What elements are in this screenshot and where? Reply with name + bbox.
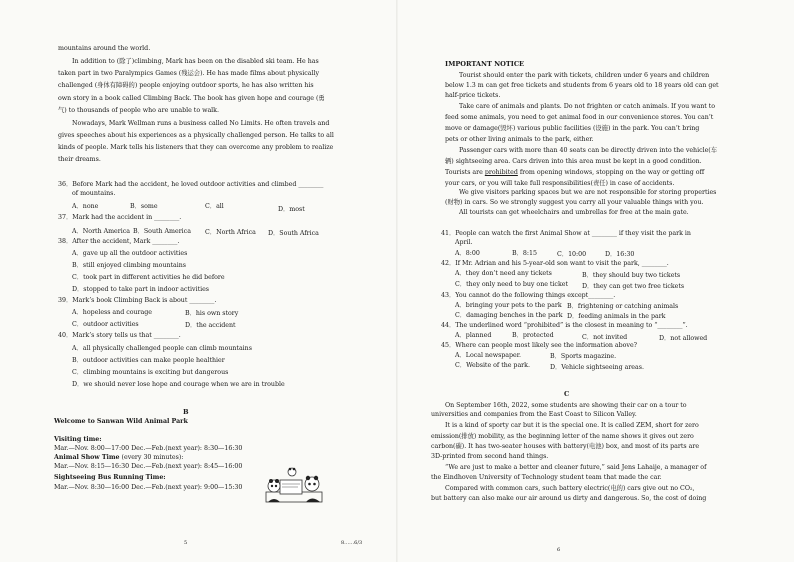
right-page bbox=[341, 0, 794, 562]
animal-show-line: Mar.—Nov. 8:15—16:30 Dec.—Feb.(next year): 8:45—16:00 bbox=[54, 463, 243, 470]
section-b-title: Welcome to Sanwan Wild Animal Park bbox=[54, 418, 188, 425]
bus-time-line: Mar.—Nov. 8:30—16:00 Dec.—Feb.(next year): 9:00—15:30 bbox=[54, 484, 243, 491]
passage-c-line: 3D-printed from second hand things. bbox=[431, 453, 549, 460]
passage-c-line: carbon(碳). It has two-seater houses with battery(电池) box, and most of its parts are bbox=[431, 443, 700, 450]
passage-line: 气) to thousands of people who are unable to walk. bbox=[58, 107, 219, 114]
question-38-stem: 38．After the accident, Mark ________. bbox=[58, 238, 180, 245]
option-40-a[interactable]: A．all physically challenged people can climb mountains bbox=[72, 345, 252, 352]
option-40-b[interactable]: B．outdoor activities can make people healthier bbox=[72, 357, 225, 364]
option-37-d[interactable]: D．South Africa bbox=[268, 230, 319, 237]
option-42-d[interactable]: D．they can get two free tickets bbox=[582, 283, 685, 290]
passage-c-line: emission(排放) mobility, as the beginning letter of the name shows it gives out zero bbox=[431, 433, 694, 440]
option-39-a[interactable]: A．hopeless and courage bbox=[72, 309, 152, 316]
notice-line: half-price tickets. bbox=[445, 92, 501, 99]
section-b-letter: B bbox=[183, 408, 189, 416]
question-37-stem: 37．Mark had the accident in ________. bbox=[58, 214, 182, 221]
panda-family-illustration bbox=[262, 462, 326, 506]
visiting-time-line: Mar.—Nov. 8:00—17:00 Dec.—Feb.(next year): 8:30—16:30 bbox=[54, 445, 243, 452]
notice-line: We give visitors parking spaces but we are not responsible for storing properties bbox=[459, 189, 717, 196]
notice-line: 辆) sightseeing area. Cars driven into this area must be kept in a good condition. bbox=[445, 158, 702, 165]
option-39-c[interactable]: C．outdoor activities bbox=[72, 321, 139, 328]
passage-c-line: universities and companies from the East Coast to Silicon Valley. bbox=[431, 411, 637, 418]
passage-line: taken part in two Paralympics Games (残运会). He has made films about physically bbox=[58, 70, 320, 77]
question-39-stem: 39．Mark’s book Climbing Back is about ________. bbox=[58, 297, 217, 304]
notice-line: your cars, or you will take full responsibilities(责任) in case of accidents. bbox=[445, 180, 675, 187]
passage-line: kinds of people. Mark tells his listeners that they can overcome any problem to realize bbox=[58, 144, 334, 151]
option-43-a[interactable]: A．bringing your pets to the park bbox=[455, 302, 562, 309]
question-44-stem: 44．The underlined word “prohibited” is the closest in meaning to “________”. bbox=[441, 322, 688, 329]
visiting-time-label: Visiting time: bbox=[54, 436, 102, 443]
option-42-b[interactable]: B．they should buy two tickets bbox=[582, 272, 681, 279]
animal-show-label: Animal Show Time bbox=[54, 454, 120, 461]
animal-show-note: (every 30 minutes): bbox=[121, 454, 184, 461]
notice-title: IMPORTANT NOTICE bbox=[445, 60, 525, 68]
option-40-c[interactable]: C．climbing mountains is exciting but dangerous bbox=[72, 369, 229, 376]
option-38-d[interactable]: D．stopped to take part in indoor activities bbox=[72, 286, 210, 293]
passage-line: Nowadays, Mark Wellman runs a business called No Limits. He often travels and bbox=[72, 120, 330, 127]
option-37-b[interactable]: B．South America bbox=[133, 228, 191, 235]
option-37-a[interactable]: A．North America bbox=[72, 228, 130, 235]
option-45-b[interactable]: B．Sports magazine. bbox=[550, 353, 617, 360]
option-38-b[interactable]: B．still enjoyed climbing mountains bbox=[72, 262, 187, 269]
page-range-marker: 8……6/3 bbox=[341, 540, 363, 546]
option-38-a[interactable]: A．gave up all the outdoor activities bbox=[72, 250, 188, 257]
passage-line: In addition to (除了)climbing, Mark has been on the disabled ski team. He has bbox=[72, 58, 319, 65]
option-44-a[interactable]: A．planned bbox=[455, 332, 492, 339]
option-40-d[interactable]: D．we should never lose hope and courage when we are in trouble bbox=[72, 381, 285, 388]
page-number-right: 6 bbox=[557, 547, 561, 553]
question-36-stem-cont: of mountains. bbox=[72, 190, 116, 197]
question-45-stem: 45．Where can people most likely see the information above? bbox=[441, 342, 638, 349]
option-43-d[interactable]: D．feeding animals in the park bbox=[567, 313, 666, 320]
option-43-b[interactable]: B．frightening or catching animals bbox=[567, 303, 679, 310]
option-39-d[interactable]: D．the accident bbox=[185, 322, 236, 329]
option-44-b[interactable]: B．protected bbox=[512, 332, 554, 339]
question-40-stem: 40．Mark’s story tells us that ________. bbox=[58, 332, 181, 339]
notice-line: below 1.3 m can get free tickets and students from 6 years old to 18 years old can get bbox=[445, 82, 719, 89]
option-36-a[interactable]: A．none bbox=[72, 203, 99, 210]
option-42-c[interactable]: C．they only need to buy one ticket bbox=[455, 281, 568, 288]
animal-show-heading bbox=[54, 454, 183, 462]
option-44-d[interactable]: D．not allowed bbox=[659, 335, 708, 342]
option-36-b[interactable]: B．some bbox=[130, 203, 158, 210]
section-c-letter: C bbox=[564, 390, 570, 398]
option-45-a[interactable]: A．Local newspaper. bbox=[455, 352, 522, 359]
passage-c-line: but battery can also make our air around us dirty and dangerous. So, the cost of doing bbox=[431, 495, 707, 502]
option-38-c[interactable]: C．took part in different activities he did before bbox=[72, 274, 225, 281]
question-36-stem: 36．Before Mark had the accident, he loved outdoor activities and climbed ________ bbox=[58, 181, 324, 188]
option-45-d[interactable]: D．Vehicle sightseeing areas. bbox=[550, 364, 644, 371]
passage-line: mountains around the world. bbox=[58, 45, 151, 52]
passage-c-line: “We are just to make a better and cleaner future,” said Jens Lahaije, a manager of bbox=[445, 464, 707, 471]
passage-line: their dreams. bbox=[58, 156, 101, 163]
notice-line: (财物) in cars. So we strongly suggest you carry all your valuable things with you. bbox=[445, 199, 704, 206]
question-41-stem: 41．People can watch the first Animal Show at ________ if they visit the park in bbox=[441, 230, 691, 237]
notice-line: feed some animals, you need to get animal food in our convenience stores. You can’t bbox=[445, 114, 714, 121]
option-44-c[interactable]: C．not invited bbox=[582, 334, 628, 341]
option-37-c[interactable]: C．North Africa bbox=[205, 229, 256, 236]
notice-line: All tourists can get wheelchairs and umbrellas for free at the main gate. bbox=[459, 209, 689, 216]
option-42-a[interactable]: A．they don’t need any tickets bbox=[455, 270, 552, 277]
question-41-stem-cont: April. bbox=[455, 239, 473, 246]
notice-line: Passenger cars with more than 40 seats can be directly driven into the vehicle(车 bbox=[459, 147, 718, 154]
page-number-left: 5 bbox=[184, 540, 188, 546]
notice-line: pets or other living animals to the park, either. bbox=[445, 136, 594, 143]
passage-c-line: It is a kind of sporty car but it is the special one. It is called ZEM, short for zero bbox=[445, 422, 699, 429]
passage-c-line: Compared with common cars, such battery electric(电的) cars give out no CO₂, bbox=[445, 485, 695, 492]
notice-line: move or damage(毁坏) various public facilities (设施) in the park. You can’t bring bbox=[445, 125, 700, 132]
bus-time-label: Sightseeing Bus Running Time: bbox=[54, 474, 166, 481]
option-41-a[interactable]: A．8:00 bbox=[455, 250, 480, 257]
option-41-c[interactable]: C．10:00 bbox=[557, 251, 587, 258]
option-41-d[interactable]: D．16:30 bbox=[605, 251, 635, 258]
passage-line: gives speeches about his experiences as a physically challenged person. He talks to all bbox=[58, 132, 334, 139]
option-41-b[interactable]: B．8:15 bbox=[512, 250, 537, 257]
notice-line: Tourists are prohibited from opening windows, stopping on the way or getting off bbox=[445, 169, 705, 176]
option-36-c[interactable]: C．all bbox=[205, 203, 224, 210]
option-39-b[interactable]: B．his own story bbox=[185, 310, 239, 317]
option-45-c[interactable]: C．Website of the park. bbox=[455, 362, 530, 369]
option-43-c[interactable]: C．damaging benches in the park bbox=[455, 312, 563, 319]
notice-line: Tourist should enter the park with tickets, children under 6 years and children bbox=[459, 72, 710, 79]
question-42-stem: 42．If Mr. Adrian and his 5-year-old son want to visit the park, ________. bbox=[441, 260, 669, 267]
passage-line: own story in a book called Climbing Back. The book has given hope and courage (勇 bbox=[58, 95, 325, 102]
question-43-stem: 43．You cannot do the following things except________. bbox=[441, 292, 616, 299]
passage-c-line: On September 16th, 2022, some students are showing their car on a tour to bbox=[445, 402, 687, 409]
passage-line: challenged (身体有障碍的) people enjoying outdoor sports, he has also written his bbox=[58, 82, 314, 89]
passage-c-line: the Eindhoven University of Technology student team that made the car. bbox=[431, 474, 662, 481]
notice-line: Take care of animals and plants. Do not frighten or catch animals. If you want to bbox=[459, 103, 716, 110]
option-36-d[interactable]: D．most bbox=[278, 206, 305, 213]
